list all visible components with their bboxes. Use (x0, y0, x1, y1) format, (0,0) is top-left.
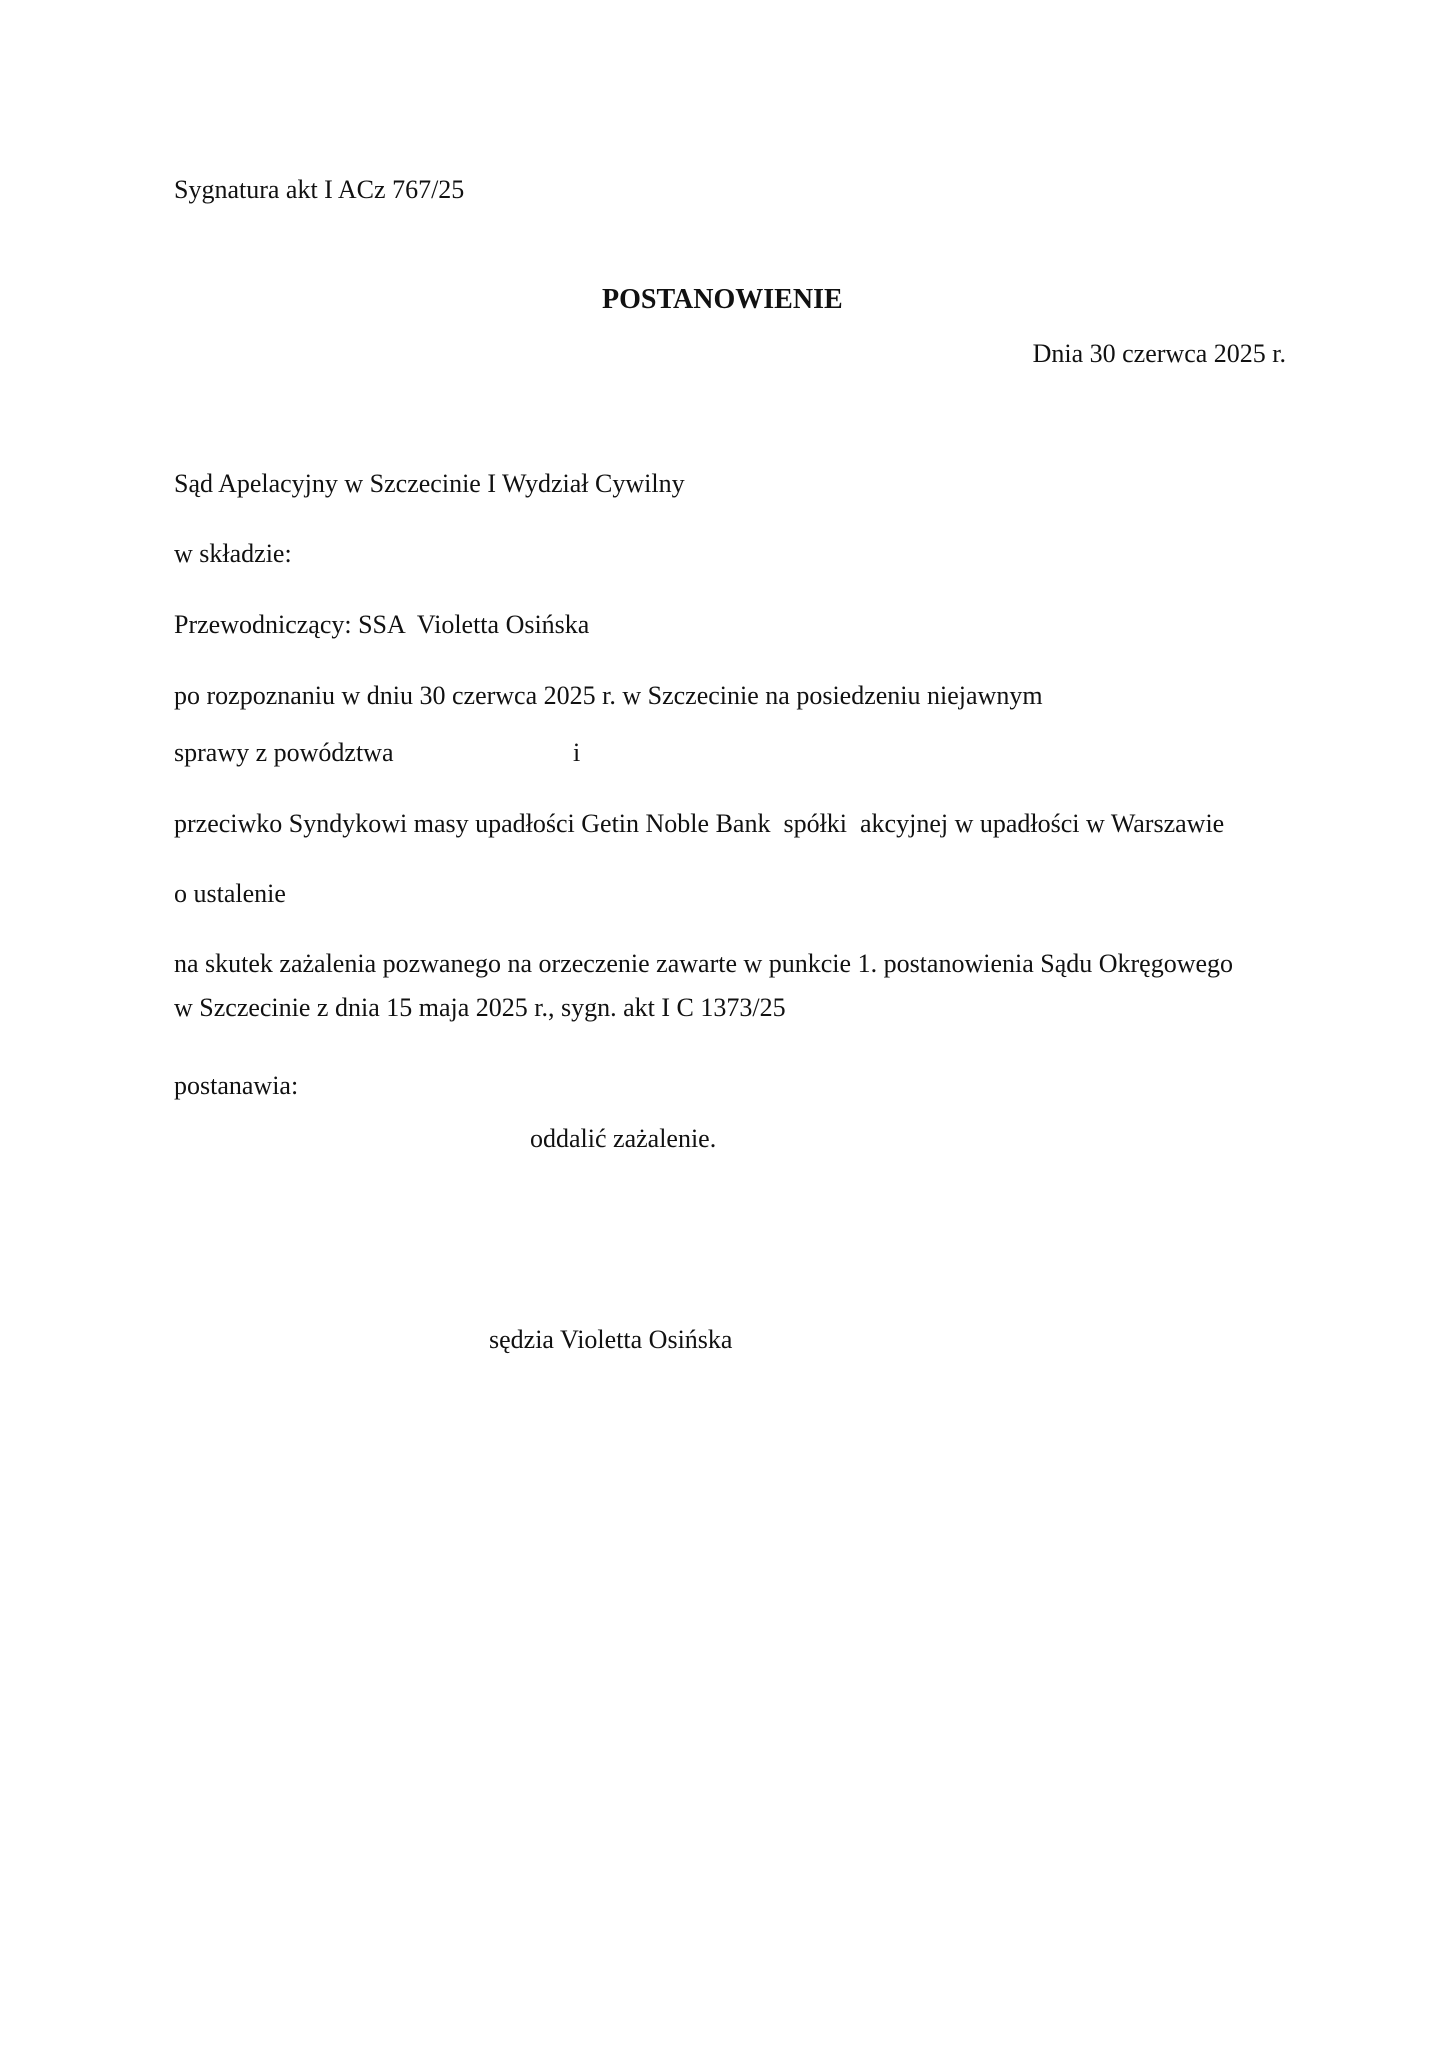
case-subject: o ustalenie (174, 879, 286, 908)
ruling-text: oddalić zażalenie. (530, 1124, 717, 1153)
court-name: Sąd Apelacyjny w Szczecinie I Wydział Cywilny (174, 469, 685, 498)
judge-signature: sędzia Violetta Osińska (489, 1325, 733, 1354)
case-defendant: przeciwko Syndykowi masy upadłości Getin Noble Bank spółki akcyjnej w upadłości w Warszawie (174, 809, 1225, 838)
composition-label: w składzie: (174, 539, 292, 568)
document-title: POSTANOWIENIE (602, 284, 843, 315)
case-plaintiff-label: sprawy z powództwa (174, 738, 394, 767)
document-date: Dnia 30 czerwca 2025 r. (1032, 339, 1286, 368)
hearing-info: po rozpoznaniu w dniu 30 czerwca 2025 r. w Szczecinie na posiedzeniu niejawnym (174, 681, 1043, 710)
case-signature: Sygnatura akt I ACz 767/25 (174, 175, 465, 204)
case-and-conjunction: i (573, 738, 581, 767)
decision-label: postanawia: (174, 1071, 299, 1100)
complaint-line-2: w Szczecinie z dnia 15 maja 2025 r., sygn. akt I C 1373/25 (174, 993, 786, 1022)
complaint-line-1: na skutek zażalenia pozwanego na orzeczenie zawarte w punkcie 1. postanowienia Sądu Okręgowego (174, 949, 1234, 978)
presiding-judge: Przewodniczący: SSA Violetta Osińska (174, 610, 590, 639)
